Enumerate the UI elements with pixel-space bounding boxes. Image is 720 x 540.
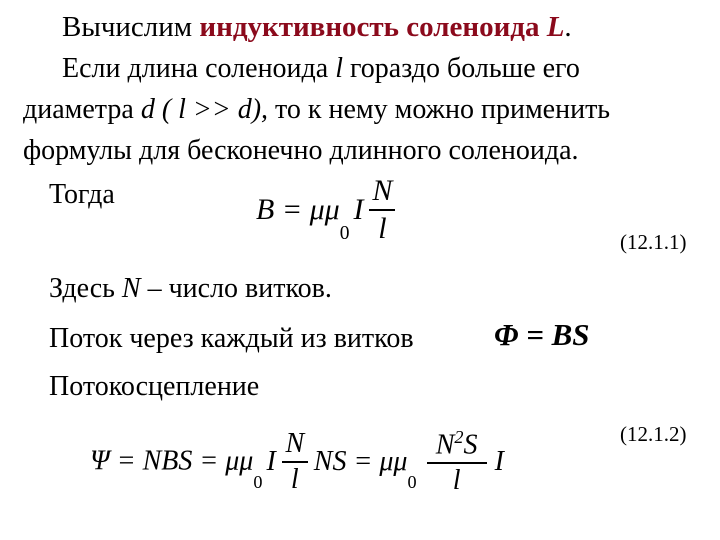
- intro-line1-var: l: [335, 53, 343, 84]
- intro-line2-text-b: то к нему можно применить: [268, 94, 611, 125]
- eq2-numerator2-a: N: [435, 429, 455, 461]
- title-accent-var: L: [546, 11, 565, 43]
- eq2-fraction-1: [282, 427, 308, 495]
- title-prefix: Вычислим: [62, 11, 200, 43]
- eq2-numerator2-b: S: [463, 429, 478, 461]
- equation-number-1: (12.1.1): [620, 230, 687, 254]
- intro-line1-text-b: гораздо больше его: [343, 53, 580, 84]
- flux-formula: Φ = BS: [494, 317, 590, 352]
- intro-line-2: [23, 89, 610, 130]
- eq2-fraction-bar-1: [282, 461, 308, 463]
- intro-line2-italic: d ( l >> d),: [140, 94, 269, 125]
- eq2-current2: I: [494, 445, 504, 477]
- intro-line2-text-a: диаметра: [23, 94, 141, 125]
- eq1-lhs: B = μμ: [256, 193, 340, 226]
- eq2-part1: Ψ = NBS = μμ: [90, 445, 254, 477]
- intro-line-3: [23, 130, 579, 171]
- here-line: [49, 268, 332, 309]
- equation-number-2: (12.1.2): [620, 422, 687, 446]
- eq1-denominator: l: [378, 212, 387, 245]
- eq2-fraction-bar-2: [427, 462, 487, 464]
- then-label: Тогда: [49, 179, 115, 210]
- title-accent-text: индуктивность соленоида: [199, 11, 547, 43]
- eq2-current1: I: [266, 445, 276, 477]
- here-prefix: Здесь: [49, 273, 122, 304]
- intro-line1-text-a: Если длина соленоида: [62, 53, 336, 84]
- eq2-sub2: 0: [407, 472, 417, 493]
- eq1-numerator: N: [372, 174, 393, 207]
- intro-line3-text: формулы для бесконечно длинного соленоида.: [23, 135, 579, 166]
- eq1-sub: 0: [339, 222, 350, 244]
- eq2-sub1: 0: [253, 472, 263, 493]
- eq2-numerator-1: N: [285, 427, 305, 459]
- title-accent: [199, 11, 564, 43]
- eq2-numerator-2: [427, 428, 487, 459]
- intro-line-1: [62, 48, 580, 89]
- eq1-current: I: [353, 193, 364, 226]
- eq2-part2: NS = μμ: [313, 445, 408, 477]
- slide-title: [62, 10, 572, 44]
- title-suffix: .: [564, 11, 572, 43]
- eq2-numerator2-sup: 2: [454, 427, 464, 447]
- eq1-fraction: [369, 176, 395, 244]
- equation-12-1-1: [256, 176, 395, 245]
- flux-label: Поток через каждый из витков: [49, 323, 414, 354]
- here-var: N: [121, 273, 141, 304]
- eq2-fraction-2: [427, 428, 487, 495]
- here-suffix: – число витков.: [140, 273, 332, 304]
- eq2-denominator-1: l: [290, 463, 299, 495]
- linkage-label: Потокосцепление: [49, 371, 260, 402]
- equation-12-1-2: [90, 428, 504, 495]
- eq1-fraction-bar: [369, 209, 395, 211]
- eq2-denominator-2: l: [452, 465, 461, 497]
